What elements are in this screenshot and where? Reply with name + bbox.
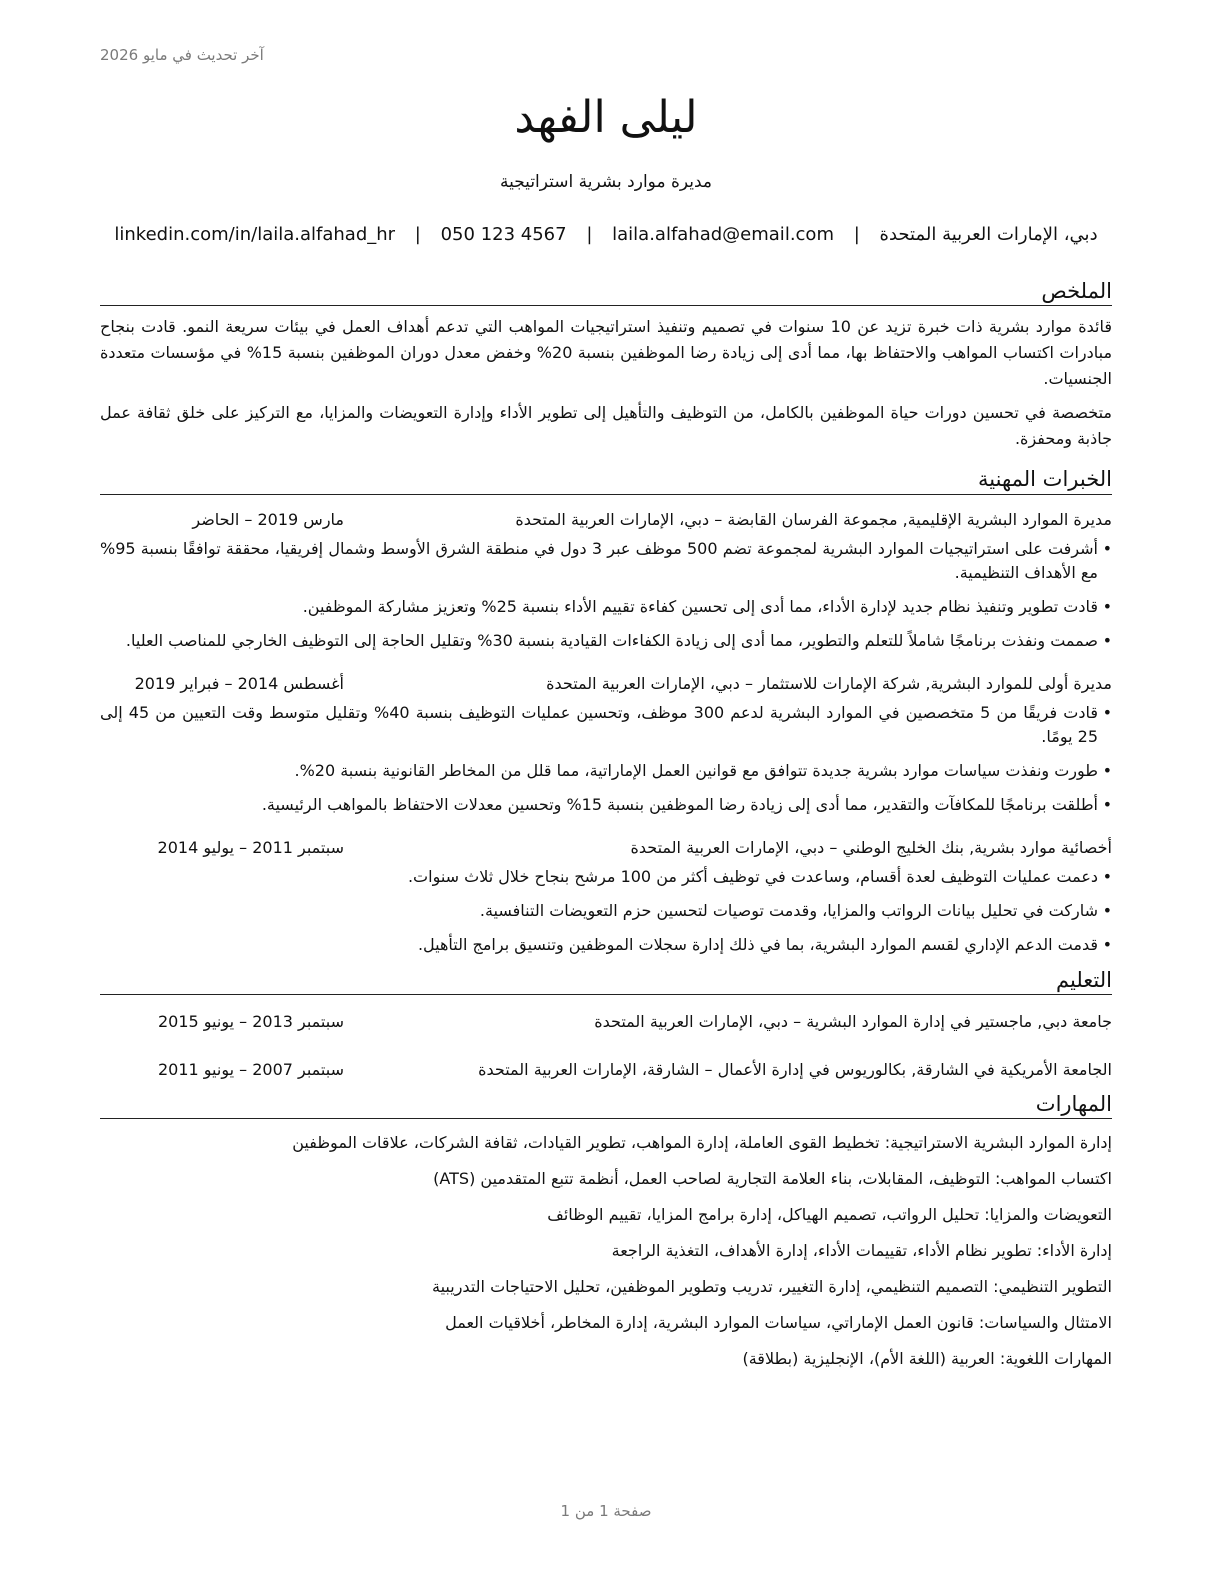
- education-entry: [100, 1009, 1112, 1035]
- education-dates: سبتمبر 2007 – يونيو 2011: [157, 1059, 344, 1079]
- job-role: أخصائية موارد بشرية, بنك الخليج الوطني – دبي، الإمارات العربية المتحدة: [630, 837, 1112, 857]
- job-bullet: • طورت ونفذت سياسات موارد بشرية جديدة تتوافق مع قوانين العمل الإماراتية، مما قلل من المخاطر القانونية بنسبة 20%.: [100, 759, 1112, 783]
- job-dates: سبتمبر 2011 – يوليو 2014: [157, 837, 344, 857]
- skill-line: إدارة الموارد البشرية الاستراتيجية: تخطيط القوى العاملة، إدارة المواهب، تطوير القيادات، ثقافة الشركات، علاقات الموظفين: [292, 1133, 1112, 1152]
- contact-separator: |: [414, 224, 421, 245]
- skill-line: إدارة الأداء: تطوير نظام الأداء، تقييمات الأداء، إدارة الأهداف، التغذية الراجعة: [611, 1241, 1112, 1260]
- last-updated-note: آخر تحديث في مايو 2026: [100, 46, 264, 64]
- candidate-name: ليلى الفهد: [514, 92, 698, 143]
- job-role: مديرة أولى للموارد البشرية, شركة الإمارات للاستثمار – دبي، الإمارات العربية المتحدة: [546, 673, 1112, 693]
- skills-section: [100, 1091, 1112, 1371]
- resume-page: [100, 0, 1112, 1584]
- education-degree: الجامعة الأمريكية في الشارقة, بكالوريوس في إدارة الأعمال – الشارقة، الإمارات العربية المتحدة: [478, 1059, 1112, 1079]
- job-bullets: [100, 701, 1112, 817]
- contact-phone[interactable]: 050 123 4567: [440, 224, 567, 245]
- job-bullets: [100, 537, 1112, 653]
- education-degree: جامعة دبي, ماجستير في إدارة الموارد البشرية – دبي، الإمارات العربية المتحدة: [594, 1011, 1112, 1031]
- job-bullet: • أطلقت برنامجًا للمكافآت والتقدير، مما أدى إلى زيادة رضا الموظفين بنسبة 15% وتحسين معدلات الاحتفاظ بالمواهب الرئيسية.: [100, 793, 1112, 817]
- job-header: [100, 507, 1112, 533]
- skill-line: التعويضات والمزايا: تحليل الرواتب، تصميم الهياكل، إدارة برامج المزايا، تقييم الوظائف: [547, 1205, 1112, 1224]
- job-bullet: • صممت ونفذت برنامجًا شاملاً للتعلم والتطوير، مما أدى إلى زيادة الكفاءات القيادية بنسبة 30% وتقليل الحاجة إلى التوظيف الخارجي للمناصب العليا.: [100, 629, 1112, 653]
- job-bullet: • دعمت عمليات التوظيف لعدة أقسام، وساعدت في توظيف أكثر من 100 مرشح بنجاح خلال ثلاث سنوات.: [100, 865, 1112, 889]
- summary-paragraph: قائدة موارد بشرية ذات خبرة تزيد عن 10 سنوات في تصميم وتنفيذ استراتيجيات المواهب التي تدعم أهداف العمل في بيئات سريعة النمو. قادت بنجاح مبادرات اكتساب المواهب والاحتفاظ بها، مما أدى إلى زيادة رضا الموظفين بنسبة 20% وخفض معدل دوران الموظفين بنسبة 15% في مؤسسات متعددة الجنسيات.: [100, 317, 1113, 389]
- education-section: [100, 967, 1112, 1083]
- job-bullet: • قدمت الدعم الإداري لقسم الموارد البشرية، بما في ذلك إدارة سجلات الموظفين وتنسيق برامج التأهيل.: [100, 933, 1112, 957]
- section-title-summary: الملخص: [100, 278, 1112, 306]
- contact-location: دبي، الإمارات العربية المتحدة: [879, 224, 1098, 245]
- contact-line: [100, 224, 1112, 245]
- job-entry: [100, 835, 1112, 957]
- section-title-experience: الخبرات المهنية: [100, 466, 1112, 494]
- job-dates: أغسطس 2014 – فبراير 2019: [134, 673, 344, 693]
- education-entry: [100, 1057, 1112, 1083]
- job-entry: [100, 507, 1112, 653]
- summary-paragraph: متخصصة في تحسين دورات حياة الموظفين بالكامل، من التوظيف والتأهيل إلى تطوير الأداء وإدارة التعويضات والمزايا، مع التركيز على خلق ثقافة عمل جاذبة ومحفزة.: [100, 403, 1112, 449]
- page-number: صفحة 1 من 1: [560, 1502, 652, 1520]
- job-entry: [100, 671, 1112, 817]
- skill-line: اكتساب المواهب: التوظيف، المقابلات، بناء العلامة التجارية لصاحب العمل، أنظمة تتبع المتقدمين (ATS): [433, 1169, 1112, 1188]
- skill-line: الامتثال والسياسات: قانون العمل الإماراتي، سياسات الموارد البشرية، إدارة المخاطر، أخلاقيات العمل: [445, 1313, 1112, 1332]
- summary-section: [100, 278, 1112, 452]
- education-dates: سبتمبر 2013 – يونيو 2015: [157, 1011, 344, 1031]
- job-dates: مارس 2019 – الحاضر: [192, 509, 344, 529]
- contact-linkedin[interactable]: linkedin.com/in/laila.alfahad_hr: [114, 224, 396, 245]
- job-header: [100, 835, 1112, 861]
- section-title-education: التعليم: [100, 967, 1112, 995]
- section-title-skills: المهارات: [100, 1091, 1112, 1119]
- skills-list: [100, 1131, 1112, 1371]
- job-bullet: • أشرفت على استراتيجيات الموارد البشرية لمجموعة تضم 500 موظف عبر 3 دول في منطقة الشرق الأوسط وشمال إفريقيا، محققة توافقًا بنسبة 95% مع الأهداف التنظيمية.: [100, 537, 1112, 585]
- contact-separator: |: [853, 224, 860, 245]
- job-bullet: • قادت تطوير وتنفيذ نظام جديد لإدارة الأداء، مما أدى إلى تحسين كفاءة تقييم الأداء بنسبة 25% وتعزيز مشاركة الموظفين.: [100, 595, 1112, 619]
- skill-line: المهارات اللغوية: العربية (اللغة الأم)، الإنجليزية (بطلاقة): [742, 1349, 1112, 1368]
- contact-email[interactable]: laila.alfahad@email.com: [612, 224, 834, 245]
- experience-section: [100, 466, 1112, 956]
- job-role: مديرة الموارد البشرية الإقليمية, مجموعة الفرسان القابضة – دبي، الإمارات العربية المتحدة: [515, 509, 1112, 529]
- candidate-title: مديرة موارد بشرية استراتيجية: [499, 172, 713, 192]
- job-header: [100, 671, 1112, 697]
- skill-line: التطوير التنظيمي: التصميم التنظيمي، إدارة التغيير، تدريب وتطوير الموظفين، تحليل الاحتياجات التدريبية: [432, 1277, 1112, 1296]
- contact-separator: |: [586, 224, 593, 245]
- job-bullet: • شاركت في تحليل بيانات الرواتب والمزايا، وقدمت توصيات لتحسين حزم التعويضات التنافسية.: [100, 899, 1112, 923]
- job-bullet: • قادت فريقًا من 5 متخصصين في الموارد البشرية لدعم 300 موظف، وتحسين عمليات التوظيف بنسبة 40% وتقليل متوسط وقت التعيين من 45 إلى 25 يومًا.: [100, 701, 1112, 749]
- resume-content: [100, 278, 1112, 1383]
- job-bullets: [100, 865, 1112, 957]
